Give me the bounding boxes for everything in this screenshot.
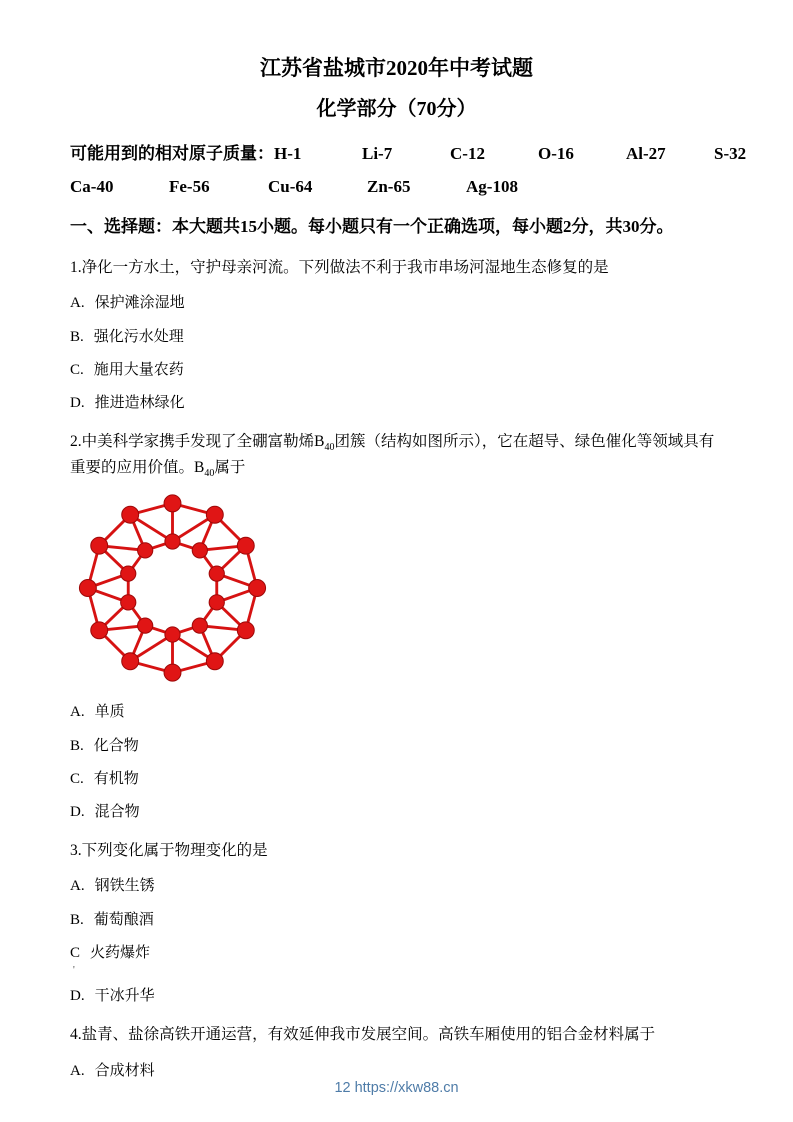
question-body: 属于 bbox=[214, 458, 246, 476]
question-text bbox=[70, 430, 723, 481]
option-d bbox=[70, 986, 723, 1006]
option-label: B. bbox=[70, 911, 84, 928]
option-a bbox=[70, 876, 723, 896]
b40-molecule-svg bbox=[70, 489, 275, 687]
page-subtitle: 化学部分（70分） bbox=[316, 98, 477, 121]
atomic-mass-value: Ca-40 bbox=[70, 176, 114, 196]
question-body: 中美科学家携手发现了全硼富勒烯B bbox=[81, 433, 325, 451]
question-body: 下列变化属于物理变化的是 bbox=[81, 842, 268, 860]
b40-molecule-image bbox=[70, 489, 280, 689]
section-header: 一、选择题：本大题共15小题。每小题只有一个正确选项，每小题2分，共30分。 bbox=[70, 216, 674, 236]
option-label: D. bbox=[70, 804, 85, 821]
atomic-mass-value: Ag-108 bbox=[466, 176, 518, 196]
stray-mark: ' bbox=[73, 965, 75, 977]
question-body: 盐青、盐徐高铁开通运营，有效延伸我市发展空间。高铁车厢使用的铝合金材料属于 bbox=[81, 1026, 656, 1044]
question-number: 2. bbox=[70, 433, 82, 451]
question-1 bbox=[70, 256, 723, 413]
option-text: 火药爆炸 bbox=[90, 944, 151, 961]
option-b bbox=[70, 736, 723, 756]
question-text bbox=[70, 256, 723, 280]
option-text: 推进造林绿化 bbox=[94, 395, 185, 412]
option-b bbox=[70, 910, 723, 930]
option-d bbox=[70, 802, 723, 822]
option-text: 合成材料 bbox=[94, 1062, 155, 1079]
question-body: 团簇（结构如图所示），它在超导、绿色催化等领域具有重要的应用价值。B bbox=[70, 433, 715, 476]
atomic-masses-line-1 bbox=[70, 142, 747, 167]
option-label: A. bbox=[70, 295, 85, 312]
question-text bbox=[70, 1023, 723, 1047]
atomic-masses-line-2 bbox=[70, 175, 723, 200]
option-text: 单质 bbox=[94, 704, 125, 721]
question-body: 净化一方水土，守护母亲河流。下列做法不利于我市串场河湿地生态修复的是 bbox=[81, 259, 609, 277]
option-text: 混合物 bbox=[94, 804, 140, 821]
atomic-mass-value: S-32 bbox=[714, 144, 747, 164]
option-label: C. bbox=[70, 770, 84, 787]
option-label: C. bbox=[70, 361, 84, 378]
atomic-mass-value: O-16 bbox=[538, 144, 574, 164]
option-c bbox=[70, 769, 723, 789]
atomic-mass-value: Cu-64 bbox=[268, 176, 313, 196]
atomic-mass-value: C-12 bbox=[450, 144, 485, 164]
footer-watermark: 12 https://xkw88.cn bbox=[334, 1080, 459, 1096]
atomic-masses-label: 可能用到的相对原子质量： bbox=[70, 144, 274, 164]
option-text: 干冰升华 bbox=[94, 988, 155, 1005]
option-label: B. bbox=[70, 328, 84, 345]
option-label: C bbox=[70, 944, 81, 961]
atomic-mass-value: Li-7 bbox=[362, 144, 393, 164]
option-text: 保护滩涂湿地 bbox=[94, 295, 185, 312]
option-a bbox=[70, 702, 723, 722]
option-a bbox=[70, 1061, 723, 1081]
option-text: 施用大量农药 bbox=[93, 361, 184, 378]
option-text: 化合物 bbox=[93, 737, 139, 754]
atomic-mass-value: Al-27 bbox=[626, 144, 666, 164]
option-text: 强化污水处理 bbox=[93, 328, 184, 345]
atomic-mass-value: Fe-56 bbox=[169, 176, 210, 196]
option-b bbox=[70, 327, 723, 347]
question-text bbox=[70, 839, 723, 863]
question-number: 1. bbox=[70, 259, 82, 277]
option-label: A. bbox=[70, 1062, 85, 1079]
question-number: 3. bbox=[70, 842, 82, 860]
option-c bbox=[70, 943, 723, 963]
atomic-mass-value: H-1 bbox=[274, 144, 302, 164]
option-text: 葡萄酿酒 bbox=[93, 911, 154, 928]
b40-subscript: 40 bbox=[324, 442, 335, 454]
option-label: A. bbox=[70, 878, 85, 895]
atomic-mass-value: Zn-65 bbox=[367, 176, 411, 196]
option-label: B. bbox=[70, 737, 84, 754]
b40-subscript: 40 bbox=[204, 467, 215, 479]
option-label: D. bbox=[70, 395, 85, 412]
option-c bbox=[70, 360, 723, 380]
option-label: D. bbox=[70, 988, 85, 1005]
option-d bbox=[70, 393, 723, 413]
question-3 bbox=[70, 839, 723, 1006]
question-4 bbox=[70, 1023, 723, 1080]
option-text: 钢铁生锈 bbox=[94, 878, 155, 895]
page-title: 江苏省盐城市2020年中考试题 bbox=[260, 56, 533, 80]
option-label: A. bbox=[70, 704, 85, 721]
question-2 bbox=[70, 430, 723, 822]
question-number: 4. bbox=[70, 1026, 82, 1044]
option-text: 有机物 bbox=[93, 770, 139, 787]
option-a bbox=[70, 293, 723, 313]
